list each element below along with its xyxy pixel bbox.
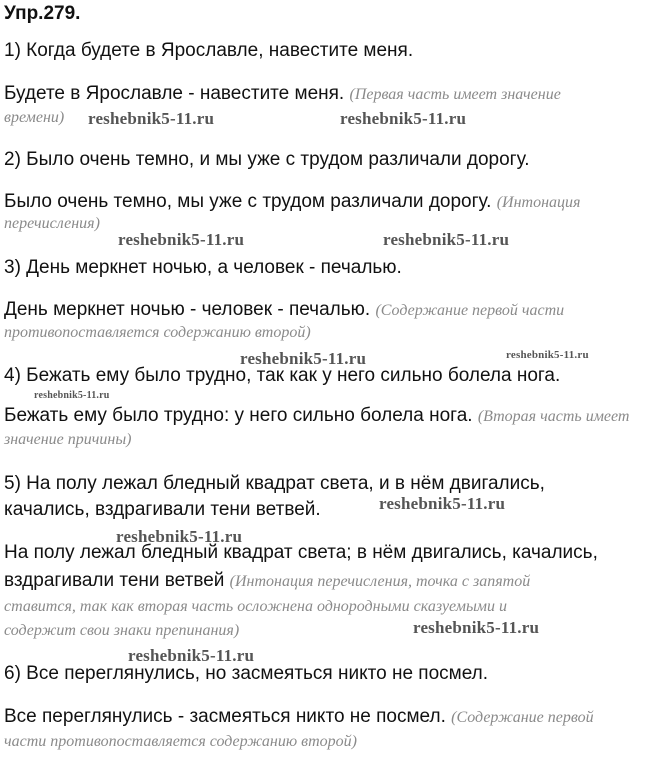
watermark: reshebnik5-11.ru [88,109,215,128]
sentence-6-note: (Содержание первой [451,709,594,726]
sentence-2-answer [4,190,663,215]
watermark: reshebnik5-11.ru [116,527,243,546]
sentence-5-note-cont: ставится, так как вторая часть осложнена однородными сказуемыми и [4,598,508,615]
sentence-3-answer [4,298,663,323]
watermark: reshebnik5-11.ru [128,646,255,665]
watermark: reshebnik5-11.ru [413,618,540,637]
sentence-3-note: (Содержание первой части [375,302,565,319]
sentence-4-original: 4) Бежать ему было трудно, так как у него сильно болела нога. [4,365,561,386]
sentence-4-answer-text: Бежать ему было трудно: у него сильно болела нога. [4,405,473,426]
sentence-5-answer: На полу лежал бледный квадрат света; в нём двигались, качались, [4,542,598,563]
sentence-3-answer-text: День меркнет ночью - человек - печалью. [4,299,371,320]
sentence-1-note-cont: времени) [4,109,65,126]
sentence-3-original: 3) День меркнет ночью, а человек - печалью. [4,257,402,278]
watermark: reshebnik5-11.ru [240,349,367,368]
watermark: reshebnik5-11.ru [379,494,506,513]
watermark: reshebnik5-11.ru [383,230,510,249]
sentence-5-original-cont: качались, вздрагивали тени ветвей. [4,499,321,520]
sentence-6-original: 6) Все переглянулись, но засмеяться никто не посмел. [4,663,489,684]
watermark: reshebnik5-11.ru [506,349,589,361]
watermark: reshebnik5-11.ru [340,109,467,128]
sentence-1-answer-text: Будете в Ярославле - навестите меня. [4,83,345,104]
sentence-5-answer-text: вздрагивали тени ветвей [4,570,225,591]
sentence-1-answer [4,82,663,107]
sentence-1-note: (Первая часть имеет значение [349,86,561,103]
exercise-title: Упр.279. [4,3,81,24]
sentence-4-note-cont: значение причины) [4,431,132,448]
sentence-5-note: (Интонация перечисления, точка с запятой [229,573,531,590]
sentence-3-note-cont: противопоставляется содержанию второй) [4,324,311,341]
sentence-6-note-cont: части противопоставляется содержанию второй) [4,733,357,750]
sentence-2-note: (Интонация [496,194,581,211]
sentence-5-original: 5) На полу лежал бледный квадрат света, и в нём двигались, [4,473,545,494]
sentence-4-note: (Вторая часть имеет [477,408,630,425]
sentence-5-note-end: содержит свои знаки препинания) [4,622,240,639]
watermark: reshebnik5-11.ru [34,390,110,401]
sentence-2-original: 2) Было очень темно, и мы уже с трудом различали дорогу. [4,149,530,170]
sentence-6-answer-text: Все переглянулись - засмеяться никто не посмел. [4,706,446,727]
sentence-2-answer-text: Было очень темно, мы уже с трудом различали дорогу. [4,191,492,212]
sentence-1-original: 1) Когда будете в Ярославле, навестите меня. [4,40,414,61]
sentence-6-answer [4,705,663,730]
sentence-4-answer [4,404,663,429]
sentence-5-answer-cont [4,569,663,594]
sentence-2-note-cont: перечисления) [4,215,100,232]
watermark: reshebnik5-11.ru [118,230,245,249]
